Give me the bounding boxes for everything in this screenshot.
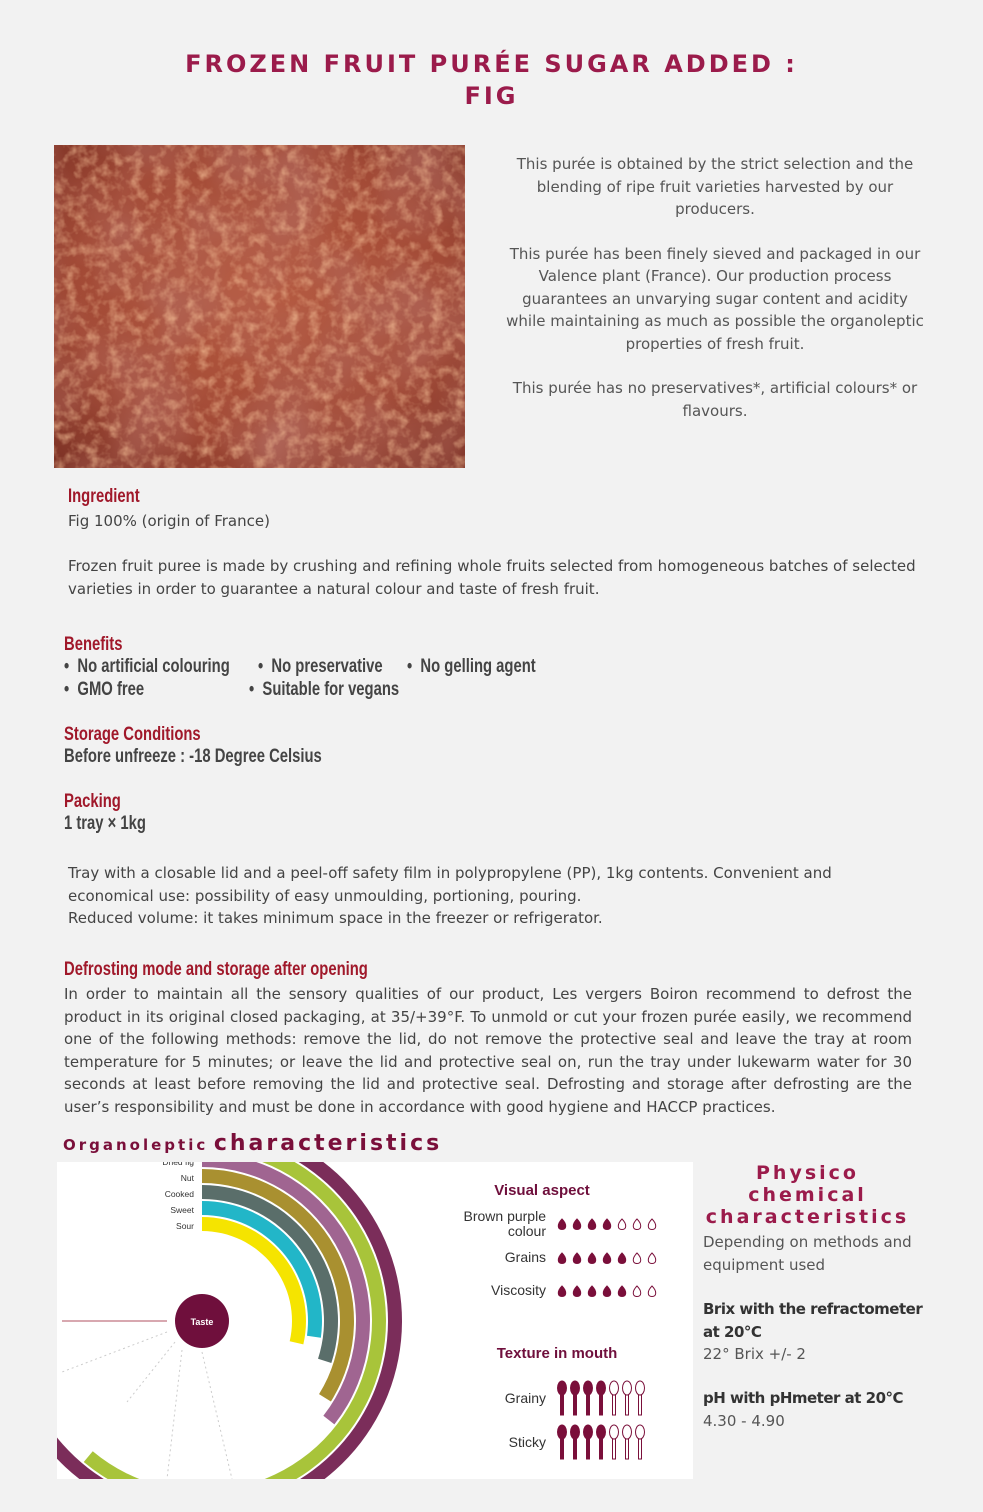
drop-icon <box>588 1219 595 1230</box>
drop-icon <box>603 1286 610 1297</box>
benefits-heading: Benefits <box>64 634 123 655</box>
brix-label: Brix with the refractometer at 20°C <box>703 1300 923 1341</box>
packing-heading: Packing <box>64 791 121 812</box>
taste-label: Cooked <box>164 1189 194 1199</box>
packing-value: 1 tray × 1kg <box>64 813 146 834</box>
drop-icon <box>558 1219 565 1230</box>
drop-icon <box>573 1286 580 1297</box>
ph-label: pH with pHmeter at 20°C <box>703 1389 904 1407</box>
fig-puree-photo <box>54 145 465 468</box>
benefit-item: • No artificial colouring <box>64 656 230 677</box>
drop-icon <box>558 1286 565 1297</box>
taste-label: Sweet <box>170 1205 194 1215</box>
texture-heading: Texture in mouth <box>496 1345 618 1362</box>
benefit-item: • No gelling agent <box>407 656 536 677</box>
benefit-item: • Suitable for vegans <box>249 679 400 700</box>
ingredient-heading: Ingredient <box>68 486 140 507</box>
spoon-icon <box>558 1381 567 1415</box>
drop-icon <box>558 1253 565 1264</box>
page-title: FROZEN FRUIT PURÉE SUGAR ADDED : FIG <box>185 50 798 110</box>
drop-icon <box>633 1286 640 1297</box>
benefit-item: • GMO free <box>64 679 145 700</box>
intro-paragraph: This purée is obtained by the strict selection and the blending of ripe fruit varieties harvested by our producers. <box>516 155 914 218</box>
drop-icon <box>573 1219 580 1230</box>
drop-icon <box>603 1219 610 1230</box>
defrost-heading: Defrosting mode and storage after opening <box>64 959 368 980</box>
taste-label: Dried fig <box>162 1162 194 1167</box>
spoon-icon <box>571 1425 580 1459</box>
visual-label: Grains <box>504 1249 546 1265</box>
visual-label: Viscosity <box>491 1282 546 1298</box>
drop-icon <box>588 1253 595 1264</box>
spoon-icon <box>610 1425 619 1459</box>
spoon-icon <box>584 1381 593 1415</box>
drop-icon <box>648 1286 655 1297</box>
spoon-icon <box>597 1381 606 1415</box>
defrost-description: In order to maintain all the sensory qualities of our product, Les vergers Boiron recommend to defrost the product in its original closed packaging, at 35/+39°F. To unmold or cut your frozen purée easily, we recommend one of the following methods: remove the lid, do not remove the protective seal and leave the tray at room temperature for 5 minutes; or leave the lid and protective seal on, run the tray under lukewarm water for 30 seconds at least before removing the lid and protective seal. Defrosting and storage after defrosting are the user’s responsibility and must be done in accordance with good hygiene and HACCP practices. <box>64 985 912 1116</box>
drop-icon <box>573 1253 580 1264</box>
drop-icon <box>648 1253 655 1264</box>
physico-note: Depending on methods and equipment used <box>703 1233 912 1274</box>
taste-hub-label: Taste <box>190 1317 214 1327</box>
taste-label: Nut <box>180 1173 194 1183</box>
drop-icon <box>633 1219 640 1230</box>
drop-icon <box>603 1253 610 1264</box>
storage-value: Before unfreeze : -18 Degree Celsius <box>64 746 322 767</box>
taste-label: Sour <box>176 1221 194 1231</box>
intro-paragraph: This purée has no preservatives*, artificial colours* or flavours. <box>512 379 918 420</box>
intro-paragraph: This purée has been finely sieved and packaged in our Valence plant (France). Our production process guarantees an unvarying sugar content and acidity while maintaining as much as possible the organoleptic properties of fresh fruit. <box>506 244 924 353</box>
visual-aspect-heading: Visual aspect <box>494 1182 590 1199</box>
spoon-icon <box>558 1425 567 1459</box>
organoleptic-title: Organoleptic characteristics <box>63 1131 443 1156</box>
ph-value: 4.30 - 4.90 <box>703 1412 785 1430</box>
drop-icon <box>633 1253 640 1264</box>
texture-label: Grainy <box>504 1390 546 1406</box>
drop-icon <box>588 1286 595 1297</box>
organoleptic-svg <box>57 1162 693 1479</box>
drop-icon <box>618 1219 625 1230</box>
organoleptic-chart <box>57 1162 693 1479</box>
storage-heading: Storage Conditions <box>64 724 201 745</box>
drop-icon <box>618 1253 625 1264</box>
visual-label: colour <box>507 1223 546 1239</box>
packing-description: Tray with a closable lid and a peel-off safety film in polypropylene (PP), 1kg contents. Convenient and economical use: possibility of easy unmoulding, portioning, pouring. Reduced volume: it takes minimum space in the freezer or refrigerator. <box>68 864 832 927</box>
ingredient-value: Fig 100% (origin of France) <box>68 512 270 530</box>
drop-icon <box>618 1286 625 1297</box>
brix-value: 22° Brix +/- 2 <box>703 1345 806 1363</box>
spoon-icon <box>636 1381 645 1415</box>
spoon-icon <box>610 1381 619 1415</box>
spoon-icon <box>584 1425 593 1459</box>
visual-label: Brown purple <box>463 1208 546 1224</box>
physico-title: Physico chemical characteristics <box>705 1162 910 1228</box>
spoon-icon <box>636 1425 645 1459</box>
spoon-icon <box>623 1381 632 1415</box>
intro-text <box>505 153 925 444</box>
spoon-icon <box>623 1425 632 1459</box>
ingredient-description: Frozen fruit puree is made by crushing and refining whole fruits selected from homogeneous batches of selected varieties in order to guarantee a natural colour and taste of fresh fruit. <box>68 557 916 598</box>
benefit-item: • No preservative <box>258 656 383 677</box>
spoon-icon <box>571 1381 580 1415</box>
drop-icon <box>648 1219 655 1230</box>
texture-label: Sticky <box>508 1434 546 1450</box>
spoon-icon <box>597 1425 606 1459</box>
